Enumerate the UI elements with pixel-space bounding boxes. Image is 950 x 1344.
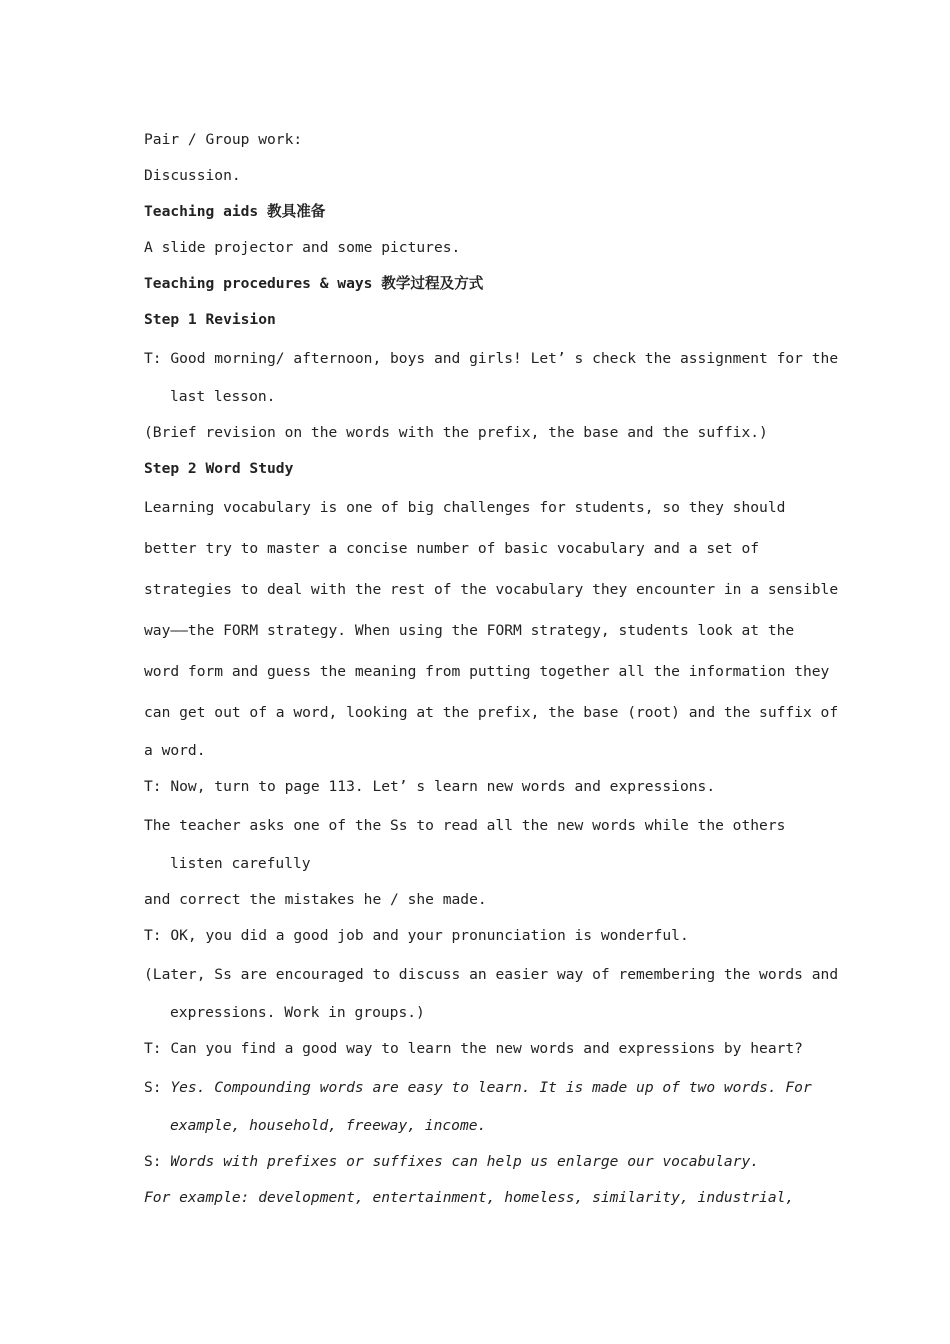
step-heading: Step 1 Revision (144, 311, 276, 328)
text-line: (Brief revision on the words with the prefix, the base and the suffix.) (144, 424, 768, 441)
paragraph-line: better try to master a concise number of basic vocabulary and a set of (144, 540, 760, 557)
paragraph-line: word form and guess the meaning from putting together all the information they (144, 663, 830, 680)
paragraph-line: strategies to deal with the rest of the vocabulary they encounter in a sensible (144, 581, 839, 598)
text-line: last lesson. (170, 388, 276, 405)
student-answer (144, 1067, 812, 1108)
answer-text: Words with prefixes or suffixes can help us enlarge our vocabulary. (170, 1153, 760, 1170)
student-answer (144, 1144, 806, 1180)
example-line: For example: development, entertainment, homeless, similarity, industrial, (144, 1189, 795, 1206)
speaker-label: S: (144, 1079, 171, 1096)
paragraph-line: a word. (144, 742, 206, 759)
section-heading: Teaching procedures & ways 教学过程及方式 (144, 275, 484, 292)
text-line: T: Can you find a good way to learn the new words and expressions by heart? (144, 1040, 803, 1057)
section-heading: Teaching aids 教具准备 (144, 203, 326, 220)
text-line (144, 338, 839, 379)
step-heading: Step 2 Word Study (144, 460, 294, 477)
speaker-label: S: (144, 1153, 171, 1170)
text-line: T: Now, turn to page 113. Let’ s learn new words and expressions. (144, 778, 716, 795)
text-line: The teacher asks one of the Ss to read all the new words while the others (144, 817, 786, 834)
text-line-content: T: Good morning/ afternoon, boys and girls! Let’ s check the assignment for the (144, 350, 839, 367)
text-line: expressions. Work in groups.) (170, 1004, 425, 1021)
text-line: (Later, Ss are encouraged to discuss an easier way of remembering the words and (144, 966, 839, 983)
text-line: and correct the mistakes he / she made. (144, 891, 487, 908)
document-page (144, 122, 839, 1216)
text-line: A slide projector and some pictures. (144, 239, 461, 256)
paragraph-line: way——the FORM strategy. When using the FORM strategy, students look at the (144, 622, 795, 639)
text-line: Pair / Group work: (144, 131, 303, 148)
text-line: Discussion. (144, 167, 241, 184)
answer-text: Yes. Compounding words are easy to learn. It is made up of two words. For (170, 1079, 812, 1096)
text-line: listen carefully (170, 855, 311, 872)
paragraph-line: can get out of a word, looking at the prefix, the base (root) and the suffix of (144, 704, 839, 721)
text-line: T: OK, you did a good job and your pronunciation is wonderful. (144, 927, 689, 944)
paragraph-line: Learning vocabulary is one of big challenges for students, so they should (144, 499, 786, 516)
answer-text: example, household, freeway, income. (170, 1117, 487, 1134)
